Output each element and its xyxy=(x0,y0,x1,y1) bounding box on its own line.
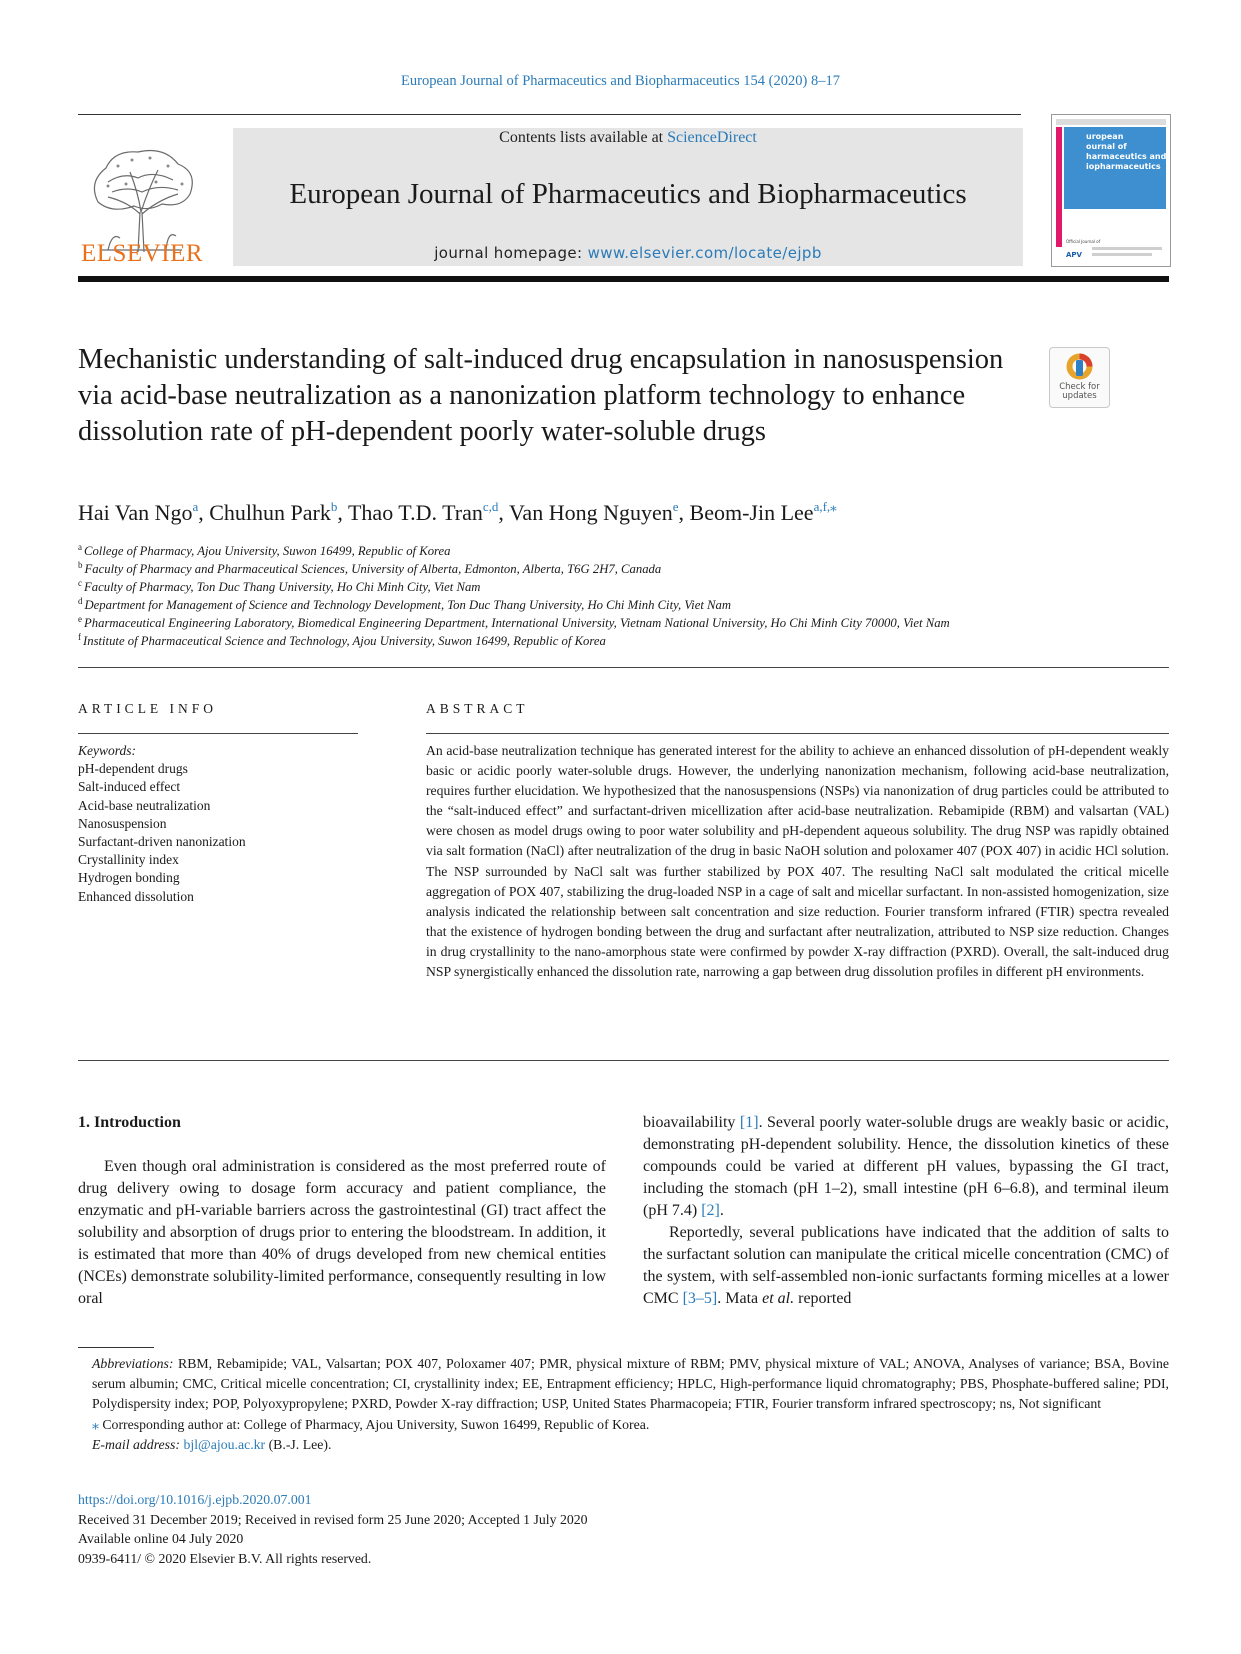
affiliation xyxy=(78,580,480,595)
author-affiliation-mark[interactable]: a xyxy=(192,499,199,514)
keyword: Acid-base neutralization xyxy=(78,797,211,813)
abbreviations-label: Abbreviations: xyxy=(92,1356,174,1371)
affiliation xyxy=(78,616,950,631)
journal-name: European Journal of Pharmaceutics and Biopharmaceutics xyxy=(289,178,967,210)
affiliation xyxy=(78,598,731,613)
paragraph-text: . xyxy=(719,1202,724,1219)
article-info-heading: ARTICLE INFO xyxy=(78,701,218,716)
keywords-label: Keywords: xyxy=(78,743,136,758)
affiliation xyxy=(78,544,451,559)
author-separator: , xyxy=(198,500,210,525)
footnotes xyxy=(78,1354,1169,1455)
keyword: Hydrogen bonding xyxy=(78,870,180,886)
paragraph-text: bioavailability xyxy=(643,1114,740,1131)
author-affiliation-mark[interactable]: b xyxy=(330,499,338,514)
author-separator: , xyxy=(678,500,690,525)
check-updates-label xyxy=(1050,383,1109,401)
elsevier-wordmark: ELSEVIER xyxy=(80,240,204,267)
intro-paragraph: Even though oral administration is considered as the most preferred route of drug delivery owing to dosage form accuracy and patient compliance, the enzymatic and pH-variable barriers across the gastrointestinal (GI) tract affect the solubility and absorption of drugs prior to entering the bloodstream. In addition, it is estimated that more than 40% of drugs developed from new chemical entities (NCEs) demonstrate solubility-limited performance, consequently resulting in low oral xyxy=(78,1158,606,1307)
affiliation-mark: b xyxy=(78,560,83,570)
author-email-link[interactable]: bjl@ajou.ac.kr xyxy=(183,1436,266,1452)
affiliation-mark: e xyxy=(78,614,82,624)
cover-footer-text: Official Journal of xyxy=(1066,239,1101,244)
check-updates-icon xyxy=(1064,351,1095,382)
contents-line xyxy=(233,128,1023,148)
contents-prefix: Contents lists available at xyxy=(499,129,668,146)
author-list xyxy=(78,500,1169,526)
keyword: pH-dependent drugs xyxy=(78,761,188,777)
author-affiliation-mark[interactable]: c,d xyxy=(482,499,499,514)
article-info-rule xyxy=(78,733,358,734)
cover-society-logo: APV xyxy=(1066,251,1082,259)
keyword: Nanosuspension xyxy=(78,815,167,831)
intro-paragraph xyxy=(643,1222,1169,1310)
paragraph-text-italic: et al. xyxy=(762,1290,795,1307)
bibliographic-info xyxy=(78,1490,778,1568)
footnote-rule xyxy=(78,1347,154,1348)
journal-cover-thumbnail[interactable] xyxy=(1051,114,1171,267)
affiliation xyxy=(78,634,606,649)
abbreviations-footnote xyxy=(78,1354,1169,1415)
sciencedirect-link[interactable]: ScienceDirect xyxy=(667,129,757,146)
citation-link[interactable]: [3–5] xyxy=(682,1290,718,1307)
intro-paragraph xyxy=(643,1112,1169,1222)
affiliation-text: Institute of Pharmaceutical Science and Technology, Ajou University, Suwon 16499, Republic of Korea xyxy=(83,634,606,648)
affiliation-mark: a xyxy=(78,542,82,552)
check-for-updates-button[interactable] xyxy=(1049,347,1110,408)
journal-masthead xyxy=(233,128,1023,266)
homepage-line xyxy=(233,244,1023,262)
affiliation-text: Faculty of Pharmacy and Pharmaceutical Sciences, University of Alberta, Edmonton, Alberta, T6G 2H7, Canada xyxy=(84,562,662,576)
copyright: 0939-6411/ © 2020 Elsevier B.V. All rights reserved. xyxy=(78,1550,372,1566)
citation-link[interactable]: [1] xyxy=(739,1114,759,1131)
paragraph-text: . Several poorly water-soluble drugs are weakly basic or acidic, demonstrating pH-dependent solubility. Hence, the dissolution kinetics of these compounds could be varied at different pH values, bypassing the GI tract, including the stomach (pH 1–2), small intestine (pH 6–6.8), and terminal ileum (pH 7.4) xyxy=(643,1114,1170,1219)
available-online: Available online 04 July 2020 xyxy=(78,1531,244,1547)
abstract-heading: ABSTRACT xyxy=(426,701,529,716)
cover-title-line-2: ournal of xyxy=(1086,142,1127,151)
article-title: Mechanistic understanding of salt-induced drug encapsulation in nanosuspension via acid-base neutralization as a nanonization platform technology to enhance dissolution rate of pH-dependent poorly water-soluble drugs xyxy=(78,344,1004,447)
keyword: Crystallinity index xyxy=(78,852,179,868)
paragraph-text: . Mata xyxy=(717,1290,763,1307)
section-rule xyxy=(78,667,1169,668)
journal-homepage-link[interactable]: www.elsevier.com/locate/ejpb xyxy=(587,244,822,262)
corresponding-text: Corresponding author at: College of Pharmacy, Ajou University, Suwon 16499, Republic of Korea. xyxy=(98,1416,650,1432)
affiliation-text: Department for Management of Science and Technology Development, Ton Duc Thang University, Ho Chi Minh City, Viet Nam xyxy=(84,598,732,612)
cover-title-line-1: uropean xyxy=(1086,132,1124,141)
author-separator: , xyxy=(498,500,509,525)
affiliation-mark: c xyxy=(78,578,82,588)
author-name: Van Hong Nguyen xyxy=(508,500,673,525)
author-affiliation-mark[interactable]: e xyxy=(672,499,679,514)
keyword: Salt-induced effect xyxy=(78,779,181,795)
author-name: Hai Van Ngo xyxy=(78,500,193,525)
author-affiliation-mark[interactable]: a,f,⁎ xyxy=(813,499,837,514)
affiliation xyxy=(78,562,661,577)
check-updates-line-2: updates xyxy=(1062,391,1097,401)
keywords-list xyxy=(78,742,358,906)
affiliation-text: Pharmaceutical Engineering Laboratory, Biomedical Engineering Department, International University, Vietnam National University, Ho Chi Minh City 70000, Viet Nam xyxy=(84,616,950,630)
body-column-left xyxy=(78,1112,606,1310)
affiliation-text: College of Pharmacy, Ajou University, Suwon 16499, Republic of Korea xyxy=(84,544,451,558)
header-thick-rule xyxy=(78,276,1169,282)
author-name: Beom-Jin Lee xyxy=(689,500,814,525)
author-separator: , xyxy=(337,500,348,525)
keyword: Enhanced dissolution xyxy=(78,888,194,904)
affiliation-text: Faculty of Pharmacy, Ton Duc Thang University, Ho Chi Minh City, Viet Nam xyxy=(84,580,481,594)
header-rule xyxy=(78,114,1021,115)
abstract-rule xyxy=(426,733,1169,734)
doi-link[interactable]: https://doi.org/10.1016/j.ejpb.2020.07.001 xyxy=(78,1492,312,1507)
citation-link[interactable]: [2] xyxy=(701,1202,720,1219)
affiliation-mark: f xyxy=(78,632,81,642)
email-label: E-mail address: xyxy=(92,1436,181,1452)
introduction-heading: 1. Introduction xyxy=(78,1114,181,1131)
affiliation-mark: d xyxy=(78,596,83,606)
corresponding-author-footnote xyxy=(78,1415,1169,1435)
corresponding-mark[interactable]: ⁎ xyxy=(92,1416,99,1432)
author-name: Thao T.D. Tran xyxy=(347,500,483,525)
abbreviations-text: RBM, Rebamipide; VAL, Valsartan; POX 407, Poloxamer 407; PMR, physical mixture of RBM; PMV, physical mixture of VAL; ANOVA, Analyses of variance; BSA, Bovine serum albumin; CMC, Critical micelle concentration; CI, crystallinity index; EE, Entrapment efficiency; HPLC, High-performance liquid chromatography; PBS, Phosphate-buffered saline; PDI, Polydispersity index; POP, Polyoxypropylene; PXRD, Powder X-ray diffraction; USP, United States Pharmacopeia; FTIR, Fourier transform infrared spectroscopy; ns, Not significant xyxy=(92,1356,1169,1412)
email-suffix: (B.-J. Lee). xyxy=(265,1436,332,1452)
body-column-right xyxy=(643,1112,1169,1310)
running-head[interactable]: European Journal of Pharmaceutics and Biopharmaceutics 154 (2020) 8–17 xyxy=(401,73,840,89)
check-updates-line-1: Check for xyxy=(1059,382,1100,392)
paragraph-text: Reportedly, several publications have indicated that the addition of salts to the surfactant solution can manipulate the critical micelle concentration (CMC) of the system, with self-assembled non-ionic surfactants forming micelles at a lower CMC xyxy=(643,1224,1169,1307)
author-name: Chulhun Park xyxy=(209,500,331,525)
email-footnote xyxy=(78,1435,1169,1455)
abstract-text: An acid-base neutralization technique has generated interest for the ability to achieve an enhanced dissolution of pH-dependent weakly basic or acidic poorly water-soluble drugs. However, the underlying nanonization mechanism, following acid-base neutralization, requires further elucidation. We hypothesized that the nanosuspensions (NSPs) via nanonization of drug particles could be attributed to the “salt-induced effect” and surfactant-driven micellization after acid-base neutralization. Rebamipide (RBM) and valsartan (VAL) were chosen as model drugs owing to poor water solubility and pH-dependent aqueous solubility. The drug NSP was rapidly obtained via salt formation (NaCl) after neutralization of the drug in basic NaOH solution and poloxamer 407 (POX 407) in acidic HCl solution. The NSP surrounded by NaCl salt was further stabilized by POX 407. The resulting NaCl salt modulated the critical micelle aggregation of POX 407, stabilizing the drug-loaded NSP in a cage of salt and micellar surfactant. In non-assisted homogenization, size analysis indicated the relationship between salt concentration and size reduction. Fourier transform infrared (FTIR) spectra revealed that the existence of hydrogen bonding between the drug and surfactant after neutralization, attributed to NSP size reduction. Changes in drug crystallinity to the nano-amorphous state were confirmed by powder X-ray diffraction (PXRD). Overall, the salt-induced drug NSP synergistically enhanced the dissolution rate, narrowing a gap between drug dissolution profiles in different pH environments. xyxy=(426,743,1169,980)
cover-title-line-4: iopharmaceutics xyxy=(1086,162,1161,171)
paragraph-text: reported xyxy=(794,1290,852,1307)
cover-title-line-3: harmaceutics and xyxy=(1086,152,1167,161)
homepage-prefix: journal homepage: xyxy=(434,244,588,262)
section-rule xyxy=(78,1060,1169,1061)
keyword: Surfactant-driven nanonization xyxy=(78,834,246,850)
article-dates: Received 31 December 2019; Received in revised form 25 June 2020; Accepted 1 July 2020 xyxy=(78,1511,588,1527)
